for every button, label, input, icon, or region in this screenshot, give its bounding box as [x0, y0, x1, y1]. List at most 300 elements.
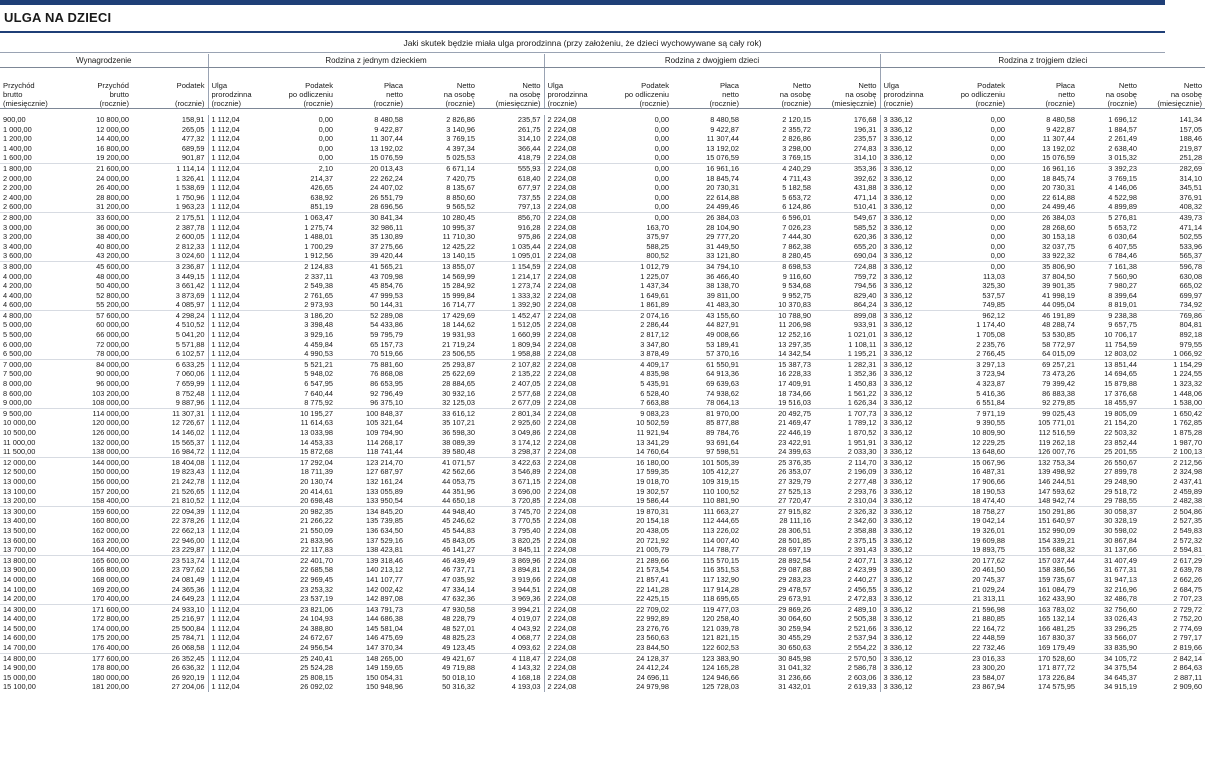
table-cell: 1 650,42	[1140, 408, 1205, 418]
table-cell: 31 200,00	[96, 202, 129, 212]
table-cell: 18 845,74	[1042, 173, 1076, 183]
table-cell: 13 900,00	[3, 565, 36, 575]
table-cell: 2 594,81	[1173, 545, 1203, 555]
table-cell: 172 800,00	[92, 614, 129, 624]
table-cell: 29 673,91	[778, 594, 812, 604]
table-cell: 13 851,44	[1078, 359, 1140, 369]
table-cell: 353,36	[814, 163, 880, 173]
table-cell: 2 224,08	[544, 565, 604, 575]
table-cell: 235,57	[517, 115, 541, 124]
table-cell: 829,40	[853, 290, 877, 300]
table-cell: 2 100,13	[1173, 447, 1203, 457]
relief-table	[0, 54, 1205, 692]
table-cell: 1 114,14	[132, 163, 208, 173]
table-cell: 20 130,74	[300, 476, 333, 486]
table-cell: 2 391,43	[847, 545, 877, 555]
table-cell: 108 000,00	[92, 398, 129, 408]
table-cell: 170 528,60	[1008, 653, 1078, 663]
table-cell: 133 055,89	[366, 486, 403, 496]
table-cell: 24 979,98	[636, 682, 670, 692]
table-cell: 2 774,69	[1173, 623, 1203, 633]
table-cell: 8 399,64	[1108, 290, 1138, 300]
table-cell: 2 107,82	[478, 359, 544, 369]
table-cell: 376,91	[1179, 192, 1203, 202]
table-cell: 2 662,26	[1173, 574, 1203, 584]
table-cell: 58 772,97	[1042, 339, 1076, 349]
table-cell: 10 000,00	[3, 418, 36, 428]
table-cell: 34 915,19	[1104, 682, 1138, 692]
table-cell: 2 224,08	[544, 212, 604, 222]
table-row	[0, 653, 1205, 663]
table-cell: 314,10	[1179, 173, 1203, 183]
table-cell: 148 942,74	[1038, 496, 1076, 506]
table-cell: 23 821,06	[268, 604, 336, 614]
table-cell: 162 000,00	[92, 525, 129, 535]
table-cell: 2 554,22	[847, 643, 877, 653]
table-cell: 6 596,01	[742, 212, 814, 222]
table-cell: 9 422,87	[374, 124, 403, 134]
table-cell: 2 224,08	[544, 575, 604, 585]
table-cell: 2 224,08	[544, 467, 604, 477]
table-cell: 32 125,03	[442, 398, 475, 408]
table-cell: 116 351,53	[702, 565, 740, 575]
table-cell: 100 848,37	[336, 408, 406, 418]
table-cell: 119 477,03	[672, 604, 742, 614]
table-cell: 26 400,00	[96, 183, 129, 193]
table-cell: 24 128,37	[604, 653, 672, 663]
table-cell: 0,00	[654, 183, 670, 193]
table-cell: 59 795,79	[370, 330, 403, 340]
table-cell: 510,41	[853, 202, 877, 212]
table-cell: 16 800,00	[96, 143, 129, 153]
table-cell: 11 000,00	[3, 437, 36, 447]
table-cell: 171 877,72	[1038, 663, 1076, 673]
table-row	[0, 536, 1205, 546]
table-row	[0, 408, 1205, 418]
table-cell: 13 341,29	[636, 437, 670, 447]
table-cell: 471,14	[1179, 222, 1203, 232]
table-cell: 24 649,23	[171, 594, 205, 604]
table-cell: 3 336,12	[880, 310, 940, 320]
table-cell: 3 336,12	[880, 261, 940, 271]
table-cell: 22 503,32	[1104, 428, 1138, 437]
table-cell: 10 809,90	[972, 428, 1006, 437]
table-cell: 84 000,00	[56, 359, 132, 369]
table-cell: 3 398,48	[304, 320, 333, 330]
table-cell: 1 112,04	[208, 359, 268, 369]
table-cell: 3 336,12	[880, 115, 940, 125]
table-cell: 23 797,62	[171, 565, 205, 575]
table-cell: 45 600,00	[56, 261, 132, 271]
table-cell: 79 399,42	[1042, 379, 1076, 389]
table-cell: 20 461,50	[972, 565, 1006, 575]
table-cell: 24 000,00	[96, 173, 129, 183]
table-cell: 1 112,04	[208, 310, 268, 320]
table-cell: 800,52	[646, 251, 670, 261]
table-cell: 1 112,04	[208, 153, 268, 163]
table-cell: 2 326,32	[814, 506, 880, 516]
table-cell: 314,10	[517, 134, 541, 144]
table-cell: 105 321,64	[366, 418, 403, 428]
table-cell: 27 329,79	[778, 476, 812, 486]
table-cell: 1 696,12	[1108, 115, 1138, 124]
table-cell: 9 116,60	[782, 271, 812, 281]
table-cell: 27 915,82	[742, 506, 814, 516]
table-cell: 22 094,39	[132, 506, 208, 516]
table-cell: 2 570,50	[814, 653, 880, 663]
table-cell: 1 112,04	[208, 232, 268, 242]
table-cell: 3 336,12	[880, 320, 940, 330]
table-cell: 18 845,74	[706, 173, 740, 183]
table-cell: 115 570,15	[672, 555, 742, 565]
table-cell: 3 336,12	[880, 673, 940, 683]
table-row	[0, 604, 1205, 614]
table-cell: 1 225,07	[640, 271, 670, 281]
table-cell: 2 200,00	[3, 183, 32, 193]
table-cell: 3 969,36	[511, 594, 541, 604]
table-cell: 18 758,27	[940, 506, 1008, 516]
table-cell: 2 586,78	[847, 663, 877, 673]
table-cell: 158 386,56	[1038, 565, 1076, 575]
table-cell: 5 435,91	[640, 379, 670, 389]
table-cell: 2 224,08	[544, 663, 604, 673]
table-cell: 0,00	[318, 115, 333, 124]
table-cell: 1 112,04	[208, 272, 268, 282]
table-cell: 3 336,12	[880, 624, 940, 634]
table-cell: 29 869,26	[742, 604, 814, 614]
table-cell: 1 195,21	[847, 349, 877, 359]
table-cell: 1 875,28	[1173, 428, 1203, 437]
table-cell: 113 226,02	[702, 525, 740, 535]
table-cell: 15 076,59	[1042, 153, 1076, 163]
table-cell: 166 800,00	[92, 565, 129, 575]
table-row	[0, 153, 1205, 163]
table-cell: 30 650,63	[778, 643, 812, 653]
table-cell: 52 800,00	[96, 290, 129, 300]
table-cell: 101 505,39	[672, 457, 742, 467]
table-cell: 19 609,88	[972, 535, 1006, 545]
table-cell: 146 244,51	[1038, 476, 1076, 486]
table-cell: 14 400,00	[96, 134, 129, 144]
table-cell: 65 157,73	[370, 339, 403, 349]
table-cell: 15 000,00	[3, 672, 36, 682]
table-cell: 21 005,79	[636, 545, 670, 555]
table-cell: 21 313,11	[972, 594, 1006, 604]
table-cell: 2 521,66	[847, 623, 877, 633]
table-cell: 13 192,02	[706, 143, 740, 153]
table-cell: 0,00	[940, 261, 1008, 271]
table-cell: 11 614,63	[300, 418, 333, 428]
table-cell: 19 805,09	[1078, 408, 1140, 418]
table-cell: 4 200,00	[3, 281, 32, 291]
table-cell: 8 850,60	[446, 192, 475, 202]
table-cell: 2 224,08	[544, 614, 604, 624]
column-header: Podatek po odliczeniu (rocznie)	[604, 68, 672, 109]
table-cell: 1 112,04	[208, 604, 268, 614]
table-cell: 48 825,23	[442, 633, 475, 643]
table-cell: 797,13	[517, 202, 541, 212]
table-cell: 0,00	[990, 115, 1006, 124]
table-cell: 345,51	[1179, 183, 1203, 193]
table-cell: 21 469,47	[778, 418, 812, 428]
table-cell: 1 112,04	[208, 174, 268, 184]
table-cell: 13 600,00	[3, 535, 36, 545]
table-cell: 124 165,28	[702, 663, 740, 673]
table-cell: 92 279,85	[1042, 398, 1076, 408]
table-cell: 3 336,12	[880, 153, 940, 163]
table-cell: 1 112,04	[208, 125, 268, 135]
table-cell: 126 000,00	[92, 428, 129, 437]
table-cell: 2 074,16	[604, 310, 672, 320]
table-cell: 19 931,93	[442, 330, 475, 340]
table-cell: 2 224,08	[544, 202, 604, 212]
table-cell: 555,93	[478, 163, 544, 173]
table-cell: 2 224,08	[544, 153, 604, 163]
table-cell: 19 516,03	[778, 398, 812, 408]
table-cell: 1 809,94	[511, 339, 541, 349]
column-header: Netto na osobę (rocznie)	[406, 68, 478, 109]
table-cell: 1 112,04	[208, 516, 268, 526]
table-cell: 13 140,15	[442, 251, 475, 261]
table-cell: 6 547,95	[304, 379, 333, 389]
table-cell: 154 339,21	[1038, 535, 1076, 545]
table-cell: 33 616,12	[406, 408, 478, 418]
table-cell: 162 433,90	[1038, 594, 1076, 604]
table-cell: 2 224,08	[544, 682, 604, 692]
table-cell: 136 634,50	[366, 525, 403, 535]
table-cell: 1 112,04	[208, 624, 268, 634]
table-cell: 114 788,77	[702, 545, 740, 555]
table-cell: 25 201,55	[1104, 447, 1138, 457]
table-cell: 15 872,68	[300, 447, 333, 457]
table-cell: 13 192,02	[370, 143, 403, 153]
table-row	[0, 212, 1205, 222]
table-cell: 856,70	[478, 212, 544, 222]
table-cell: 426,65	[310, 183, 333, 193]
table-cell: 32 037,75	[1042, 241, 1076, 251]
table-cell: 2 196,09	[847, 467, 877, 477]
table-cell: 3 336,12	[880, 183, 940, 193]
table-cell: 163 200,00	[92, 535, 129, 545]
table-cell: 2 801,34	[478, 408, 544, 418]
table-cell: 32 986,11	[370, 222, 403, 232]
table-cell: 23 560,63	[636, 633, 670, 643]
table-cell: 33 922,32	[1042, 251, 1076, 261]
table-cell: 3 336,12	[880, 232, 940, 242]
table-cell: 3 336,12	[880, 281, 940, 291]
table-cell: 2 224,08	[544, 349, 604, 359]
table-cell: 7 000,00	[0, 359, 56, 369]
table-cell: 27 525,13	[778, 486, 812, 496]
table-row	[0, 575, 1205, 585]
table-cell: 11 307,44	[706, 134, 740, 144]
table-row	[0, 565, 1205, 575]
table-cell: 21 857,41	[636, 574, 670, 584]
table-cell: 11 206,98	[778, 320, 812, 330]
table-cell: 150 000,00	[92, 467, 129, 477]
table-cell: 471,14	[853, 192, 877, 202]
table-cell: 2 440,27	[847, 574, 877, 584]
table-cell: 28 884,65	[442, 379, 475, 389]
table-cell: 2 387,78	[175, 222, 205, 232]
table-cell: 2 224,08	[544, 673, 604, 683]
table-cell: 109 319,15	[702, 476, 740, 486]
table-cell: 24 399,63	[778, 447, 812, 457]
table-cell: 30 455,29	[778, 633, 812, 643]
table-cell: 21 833,96	[300, 535, 333, 545]
table-cell: 54 433,86	[370, 320, 403, 330]
table-cell: 30 932,16	[442, 388, 475, 398]
table-cell: 0,00	[318, 143, 333, 153]
table-cell: 2 887,11	[1173, 672, 1203, 682]
table-cell: 142 002,42	[366, 584, 403, 594]
table-cell: 3 336,12	[880, 467, 940, 477]
table-row	[0, 496, 1205, 506]
table-cell: 2 224,08	[544, 604, 604, 614]
table-cell: 157 200,00	[92, 486, 129, 496]
table-cell: 4 093,62	[511, 643, 541, 653]
table-cell: 7 663,88	[640, 398, 670, 408]
table-cell: 1 224,55	[1173, 369, 1203, 379]
table-cell: 134 845,20	[336, 506, 406, 516]
table-cell: 3 336,12	[880, 585, 940, 595]
table-cell: 25 240,41	[268, 653, 336, 663]
table-cell: 49 008,66	[706, 330, 740, 340]
table-cell: 34 105,72	[1078, 653, 1140, 663]
table-row	[0, 447, 1205, 457]
table-row	[0, 272, 1205, 282]
table-cell: 181 200,00	[92, 682, 129, 692]
table-cell: 1 095,01	[511, 251, 541, 261]
table-cell: 21 029,24	[972, 584, 1006, 594]
table-cell: 25 784,71	[171, 633, 205, 643]
table-cell: 1 452,47	[478, 310, 544, 320]
table-cell: 665,02	[1179, 281, 1203, 291]
column-header: Przychód brutto (rocznie)	[56, 68, 132, 109]
table-cell: 75 881,60	[336, 359, 406, 369]
table-cell: 3 336,12	[880, 202, 940, 212]
table-row	[0, 614, 1205, 624]
table-cell: 17 429,69	[406, 310, 478, 320]
subtitle-divider	[0, 52, 1165, 53]
table-cell: 81 970,00	[672, 408, 742, 418]
table-cell: 6 633,25	[132, 359, 208, 369]
table-cell: 41 071,57	[406, 457, 478, 467]
table-cell: 3 546,89	[511, 467, 541, 477]
table-cell: 2 212,56	[1140, 457, 1205, 467]
table-cell: 35 806,90	[1008, 261, 1078, 271]
table-cell: 20 414,61	[300, 486, 333, 496]
table-cell: 1 112,04	[208, 594, 268, 604]
table-cell: 0,00	[654, 153, 670, 163]
table-cell: 1 112,04	[208, 526, 268, 536]
table-cell: 23 867,94	[972, 682, 1006, 692]
table-cell: 23 506,55	[442, 349, 475, 359]
table-row	[0, 624, 1205, 634]
table-cell: 13 000,00	[3, 476, 36, 486]
table-cell: 26 352,45	[132, 653, 208, 663]
table-cell: 3 336,12	[880, 408, 940, 418]
table-cell: 16 714,77	[442, 300, 475, 310]
table-cell: 1 112,04	[208, 349, 268, 359]
table-cell: 1 112,04	[208, 682, 268, 692]
table-cell: 149 159,65	[366, 663, 403, 673]
table-cell: 3 769,15	[1108, 173, 1138, 183]
table-cell: 3 723,94	[976, 369, 1006, 379]
table-cell: 13 297,35	[778, 339, 812, 349]
table-cell: 18 404,08	[132, 457, 208, 467]
table-cell: 27 899,78	[1104, 467, 1138, 477]
table-cell: 2 224,08	[544, 134, 604, 144]
table-cell: 638,92	[310, 192, 333, 202]
table-cell: 2 224,08	[544, 330, 604, 340]
table-cell: 1 108,11	[848, 339, 877, 349]
table-row	[0, 389, 1205, 399]
table-cell: 31 407,49	[1078, 555, 1140, 565]
table-cell: 1 112,04	[208, 673, 268, 683]
table-cell: 150 948,96	[366, 682, 403, 692]
table-cell: 3 336,12	[880, 594, 940, 604]
table-cell: 33 835,90	[1104, 643, 1138, 653]
table-cell: 1 112,04	[208, 193, 268, 203]
table-cell: 10 995,37	[442, 222, 475, 232]
table-cell: 19 586,44	[636, 496, 670, 506]
table-cell: 34 645,37	[1104, 672, 1138, 682]
table-cell: 34 375,54	[1104, 663, 1138, 673]
table-cell: 8 135,67	[446, 183, 475, 193]
table-cell: 25 808,15	[300, 672, 333, 682]
table-cell: 2 812,33	[175, 241, 205, 251]
table-cell: 4 043,92	[511, 623, 541, 633]
table-cell: 4 899,89	[1108, 202, 1138, 212]
table-cell: 5 041,20	[175, 330, 205, 340]
table-cell: 5 000,00	[3, 320, 32, 330]
table-row	[0, 506, 1205, 516]
table-cell: 0,00	[318, 124, 333, 134]
table-cell: 15 100,00	[3, 682, 36, 692]
table-cell: 3 820,25	[511, 535, 541, 545]
table-cell: 1 112,04	[208, 163, 268, 173]
table-cell: 0,00	[990, 183, 1006, 193]
table-cell: 5 500,00	[3, 330, 32, 340]
table-cell: 17 599,35	[636, 467, 670, 477]
table-cell: 2 224,08	[544, 389, 604, 399]
table-cell: 151 640,97	[1038, 516, 1076, 526]
table-cell: 167 830,37	[1038, 633, 1076, 643]
table-cell: 2 224,08	[544, 457, 604, 467]
table-cell: 4 397,34	[446, 143, 475, 153]
table-cell: 8 600,00	[3, 388, 32, 398]
table-cell: 1 273,74	[511, 281, 541, 291]
table-cell: 39 901,35	[1042, 281, 1076, 291]
table-cell: 439,73	[1140, 212, 1205, 222]
table-cell: 7 640,44	[304, 388, 333, 398]
table-cell: 366,44	[517, 143, 541, 153]
table-cell: 235,57	[853, 134, 877, 144]
table-cell: 29 788,55	[1104, 496, 1138, 506]
table-cell: 53 530,85	[1042, 330, 1076, 340]
column-header-row	[0, 68, 1205, 109]
table-cell: 52 289,08	[336, 310, 406, 320]
table-row	[0, 320, 1205, 330]
table-cell: 39 420,44	[370, 251, 403, 261]
table-cell: 50 316,32	[442, 682, 475, 692]
table-cell: 123 214,70	[336, 457, 406, 467]
table-cell: 48 000,00	[96, 271, 129, 281]
table-cell: 36 000,00	[96, 222, 129, 232]
table-cell: 4 118,47	[478, 653, 544, 663]
table-cell: 2 224,08	[544, 516, 604, 526]
